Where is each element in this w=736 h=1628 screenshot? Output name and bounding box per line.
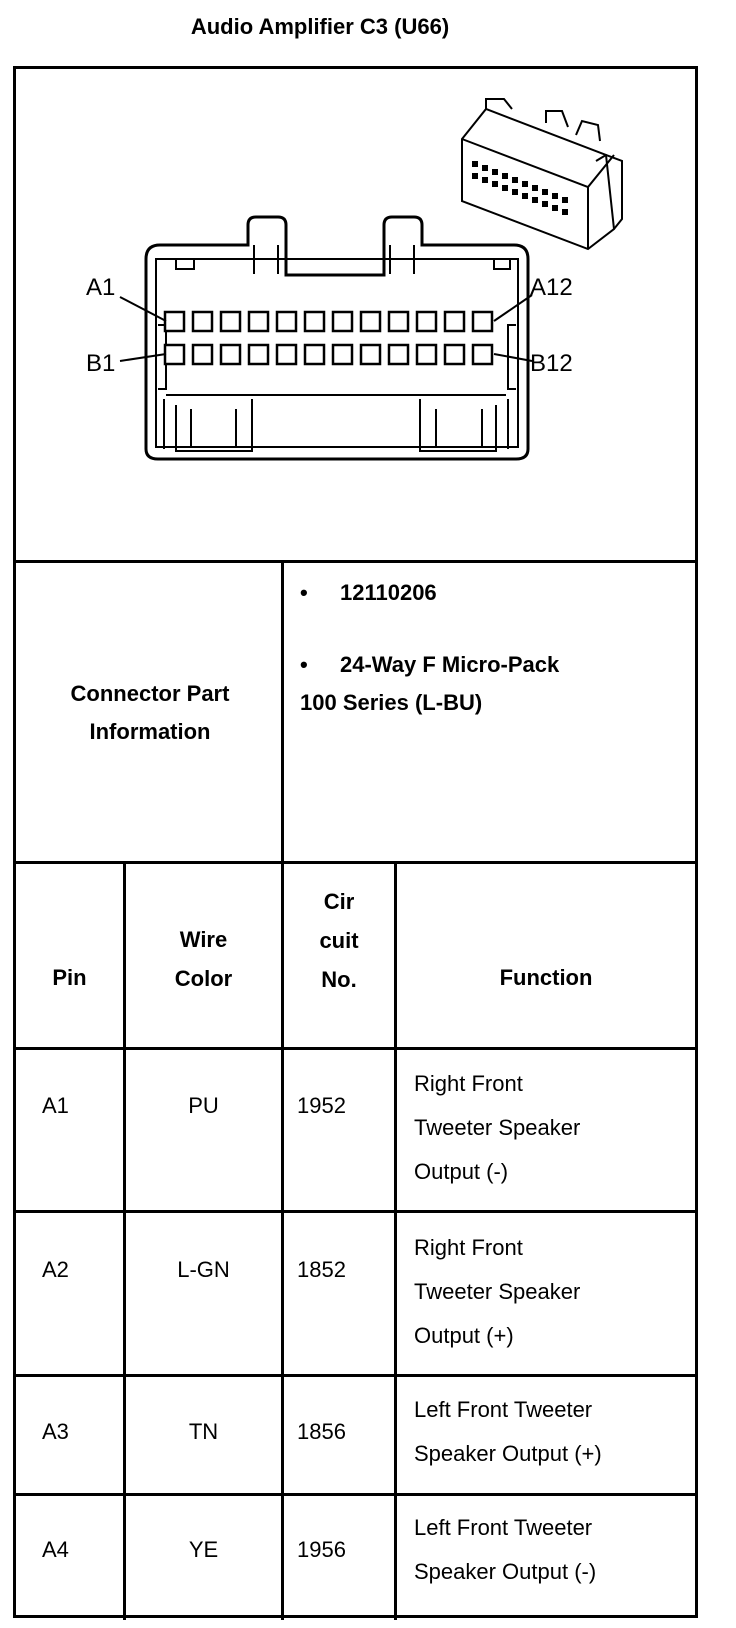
header-circuit-line3: No. (321, 967, 357, 992)
cell-pin-a4: A4 (42, 1537, 69, 1562)
connector-illustration (16, 69, 695, 561)
pin-cavity-a1 (165, 312, 184, 331)
part-info-label (16, 564, 284, 862)
bullet-description: • (300, 652, 308, 677)
pin-cavity-b1 (165, 345, 184, 364)
pin-cavity-b3 (221, 345, 240, 364)
pin-cavity-a11 (445, 312, 464, 331)
cell-circuit-a2: 1852 (297, 1257, 346, 1282)
pin-cavity-b4 (249, 345, 268, 364)
cell-wire-a2: L-GN (177, 1257, 230, 1282)
pin-label-a1: A1 (86, 274, 116, 301)
pin-cavity-a7 (333, 312, 352, 331)
pin-cavity-b6 (305, 345, 324, 364)
header-wire-color-line1: Wire (179, 927, 228, 952)
function-a4-line2: Speaker Output (-) (414, 1559, 597, 1584)
pin-label-b1: B1 (86, 350, 116, 377)
cell-wire-a4: YE (188, 1537, 219, 1562)
cell-function-a4 (414, 1506, 694, 1594)
header-pin: Pin (52, 965, 87, 990)
cell-pin-a1: A1 (42, 1093, 69, 1118)
part-description-line1: 24-Way F Micro-Pack (340, 652, 560, 677)
cell-wire-a1: PU (188, 1093, 219, 1118)
pin-cavity-a5 (277, 312, 296, 331)
connector-diagram (16, 69, 695, 561)
cell-circuit-a3: 1856 (297, 1419, 346, 1444)
pin-label-a12: A12 (530, 274, 573, 301)
function-a1-line1: Right Front (414, 1071, 523, 1096)
part-info-label-line2: Information (89, 719, 211, 744)
header-wire-color (126, 920, 281, 998)
cell-pin-a3: A3 (42, 1419, 69, 1444)
cell-pin-a2: A2 (42, 1257, 69, 1282)
part-number: 12110206 (340, 580, 437, 605)
divider-row-2 (13, 1374, 698, 1377)
pin-cavity-a9 (389, 312, 408, 331)
page-title: Audio Amplifier C3 (U66) (190, 14, 450, 39)
pin-label-b12: B12 (530, 350, 573, 377)
pin-cavity-b9 (389, 345, 408, 364)
part-description-line2: 100 Series (L-BU) (300, 690, 483, 715)
pin-cavity-a3 (221, 312, 240, 331)
header-wire-color-line2: Color (174, 966, 233, 991)
header-circuit-line1: Cir (323, 889, 355, 914)
function-a4-line1: Left Front Tweeter (414, 1515, 593, 1540)
pin-cavity-b10 (417, 345, 436, 364)
cell-circuit-a4: 1956 (297, 1537, 346, 1562)
cell-circuit-a1: 1952 (297, 1093, 346, 1118)
pin-cavity-a4 (249, 312, 268, 331)
pin-cavity-b5 (277, 345, 296, 364)
pin-cavity-a12 (473, 312, 492, 331)
function-a3-line1: Left Front Tweeter (414, 1397, 593, 1422)
pin-cavity-b7 (333, 345, 352, 364)
cell-function-a1 (414, 1062, 694, 1194)
divider-header (13, 1047, 698, 1050)
header-circuit-line2: cuit (319, 928, 359, 953)
function-a2-line3: Output (+) (414, 1323, 514, 1348)
part-info-label-line1: Connector Part (70, 681, 230, 706)
cell-function-a2 (414, 1226, 694, 1358)
function-a1-line3: Output (-) (414, 1159, 509, 1184)
pin-cavity-b11 (445, 345, 464, 364)
cell-wire-a3: TN (188, 1419, 219, 1444)
part-info-details (300, 580, 690, 718)
function-a1-line2: Tweeter Speaker (414, 1115, 581, 1140)
function-a3-line2: Speaker Output (+) (414, 1441, 602, 1466)
pin-cavity-b8 (361, 345, 380, 364)
pin-cavity-a6 (305, 312, 324, 331)
divider-row-1 (13, 1210, 698, 1213)
cell-function-a3 (414, 1388, 694, 1476)
pin-cavity-a10 (417, 312, 436, 331)
bullet-part-number: • (300, 580, 308, 605)
function-a2-line2: Tweeter Speaker (414, 1279, 581, 1304)
pin-cavity-b2 (193, 345, 212, 364)
function-a2-line1: Right Front (414, 1235, 523, 1260)
header-function: Function (499, 965, 593, 990)
pin-cavity-a2 (193, 312, 212, 331)
divider-row-3 (13, 1493, 698, 1496)
pin-cavity-b12 (473, 345, 492, 364)
pin-cavity-a8 (361, 312, 380, 331)
header-circuit-no (284, 882, 394, 999)
